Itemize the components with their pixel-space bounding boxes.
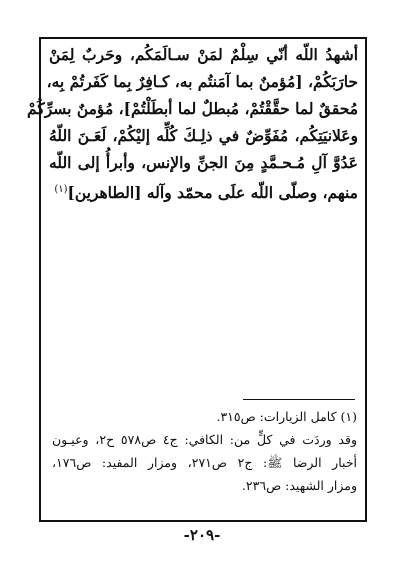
main-text-line: أشهدُ اللّه أنّي سِلْمٌ لمَنْ سـالَمَكُم، وحَربٌ لِمَنْ bbox=[49, 45, 358, 64]
main-text-line: حارَبَكُمْ، [مُؤمنٌ بما آمَنتُم به، كـافِرٌ بِما كَفَرتُمْ بِه، bbox=[46, 72, 358, 91]
main-text-line: وعَلانيَتِكُم، مُفَوِّضٌ في ذلِـكَ كُلِّه إليْكُمْ، لَعَـنَ اللّهُ bbox=[49, 126, 358, 145]
main-text-line-last bbox=[49, 176, 358, 206]
footnote-line: أخبار الرضا ﷺ: ج٢ ص٢٧١، ومزار المفيد: ص١٧٦، bbox=[52, 455, 357, 470]
main-text-block bbox=[27, 41, 358, 206]
footnote-line: (١) كامل الزيارات: ص٣١٥. bbox=[216, 409, 357, 424]
main-text-line: مُحققٌ لما حقَّقْتُمْ، مُبطلٌ لما أبطَلْتُمْ]، مُؤمنٌ بسرِّكُمْ bbox=[27, 99, 358, 118]
footnote-line: ومزار الشهيد: ص٢٣٦. bbox=[241, 478, 357, 493]
footnote-separator bbox=[243, 399, 355, 400]
main-text-line: منهم، وصلّى اللّه علَى محمّد وآله [الطاهرين] bbox=[67, 183, 358, 203]
footnote-marker: (١) bbox=[54, 184, 68, 195]
main-text-line: عَدُوَّ آلِ مُـحـمَّدٍ مِنَ الجنِّ والإنس، وأبرأُ إلى اللّه bbox=[49, 153, 358, 172]
footnotes-block bbox=[52, 405, 357, 497]
footnote-line: وقد وردَت في كلٍّ من: الكافي: ج٤ ص٥٧٨ ح٢، وعيـون bbox=[52, 432, 357, 447]
page-number: -٢٠٩- bbox=[183, 526, 221, 544]
